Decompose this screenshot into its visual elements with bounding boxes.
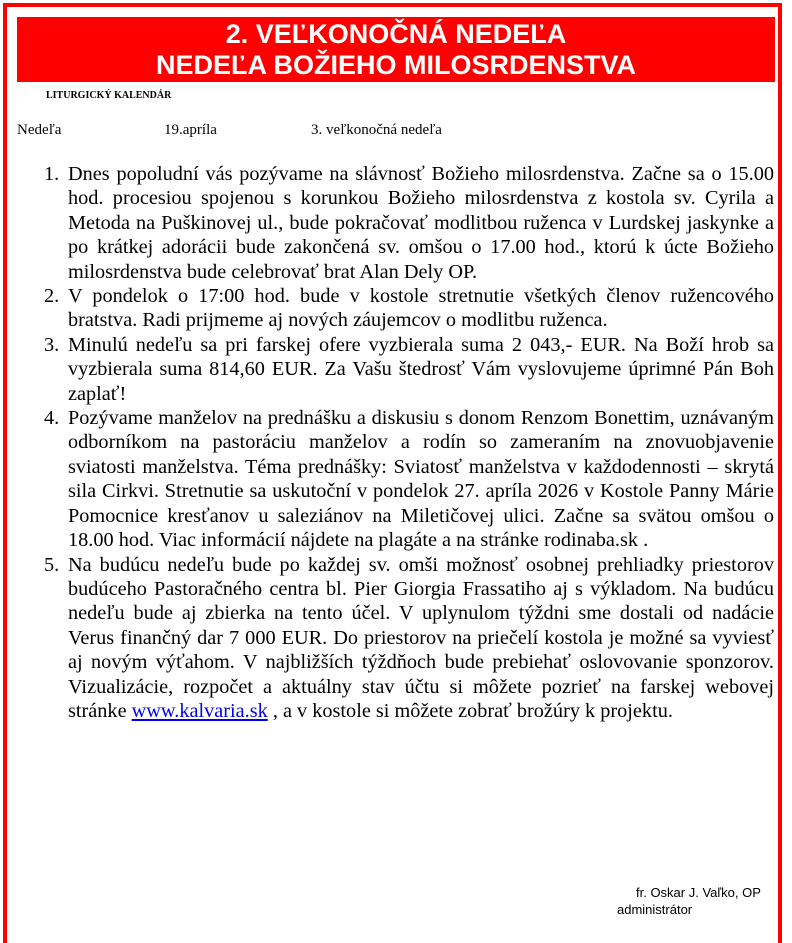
item-text: Minulú nedeľu sa pri farskej ofere vyzbierala suma 2 043,- EUR. Na Boží hrob sa vyzbierala suma 814,60 EUR. Za Vašu štedrosť Vám vyslovujeme úprimné Pán Boh zaplať!: [68, 333, 774, 405]
item-text-before-link: Na budúcu nedeľu bude po každej sv. omši možnosť osobnej prehliadky priestorov budúceho Pastoračného centra bl. Pier Giorgia Frassatiho aj s výkladom. Na budúcu nedeľu bude aj zbierka na tento účel. V uplynulom týždni sme dostali od nadácie Verus finančný dar 7 000 EUR. Do priestorov na priečelí kostola je možné sa vyviesť aj novým výťahom. V najbližších týždňoch bude prebiehať oslovovanie sponzorov. Vizualizácie, rozpočet a aktuálny stav účtu si môžete pozrieť na farskej webovej stránke: [68, 553, 774, 722]
item-text: Dnes popoludní vás pozývame na slávnosť Božieho milosrdenstva. Začne sa o 15.00 hod. procesiou spojenou s korunkou Božieho milosrdenstva z kostola sv. Cyrila a Metoda na Puškinovej ul., bude pokračovať modlitbou ruženca v Lurdskej jaskynke a po krátkej adorácii bude zakončená sv. omšou o 17.00 hod., ktorú k úcte Božieho milosrdenstva bude celebrovať brat Alan Dely OP.: [68, 163, 774, 283]
calendar-date: 19.apríla: [164, 122, 217, 138]
announcement-item: [44, 406, 774, 552]
announcement-item: [44, 553, 774, 724]
kalvaria-website-link[interactable]: www.kalvaria.sk: [131, 699, 268, 722]
liturgical-calendar-label: LITURGICKÝ KALENDÁR: [46, 90, 172, 101]
item-text: V pondelok o 17:00 hod. bude v kostole stretnutie všetkých členov ružencového bratstva. Radi prijmeme aj nových záujemcov o modlitbu ruženca.: [68, 285, 774, 332]
announcements-list: [44, 162, 774, 723]
item-text: Pozývame manželov na prednášku a diskusiu s donom Renzom Bonettim, uznávaným odborníkom na pastoráciu manželov a rodín so zameraním na znovuobjavenie sviatosti manželstva. Téma prednášky: Sviatosť manželstva v každodennosti – skrytá sila Cirkvi. Stretnutie sa uskutoční v pondelok 27. apríla 2026 v Kostole Panny Márie Pomocnice kresťanov u saleziánov na Miletičovej ulici. Začne sa svätou omšou o 18.00 hod. Viac informácií nájdete na plagáte a na stránke rodinaba.sk .: [68, 407, 774, 552]
announcement-item: [44, 162, 774, 284]
item-number: 2.: [44, 285, 60, 308]
calendar-celebration: 3. veľkonočná nedeľa: [311, 122, 442, 138]
signature-name: fr. Oskar J. Vaľko, OP: [636, 885, 761, 900]
item-text: [68, 553, 774, 724]
item-text-after-link: , a v kostole si môžete zobrať brožúry k projektu.: [267, 699, 673, 722]
title-line-1: 2. VEĽKONOČNÁ NEDEĽA: [225, 19, 567, 49]
announcement-item: [44, 284, 774, 333]
signature-role: administrátor: [617, 902, 693, 917]
item-number: 3.: [44, 333, 60, 356]
item-number: 5.: [44, 553, 60, 576]
title-banner: [17, 17, 775, 82]
announcement-item: [44, 333, 774, 406]
item-number: 4.: [44, 407, 60, 430]
title-line-2: NEDEĽA BOŽIEHO MILOSRDENSTVA: [155, 50, 636, 80]
item-number: 1.: [44, 163, 60, 185]
calendar-day: Nedeľa: [17, 122, 62, 138]
